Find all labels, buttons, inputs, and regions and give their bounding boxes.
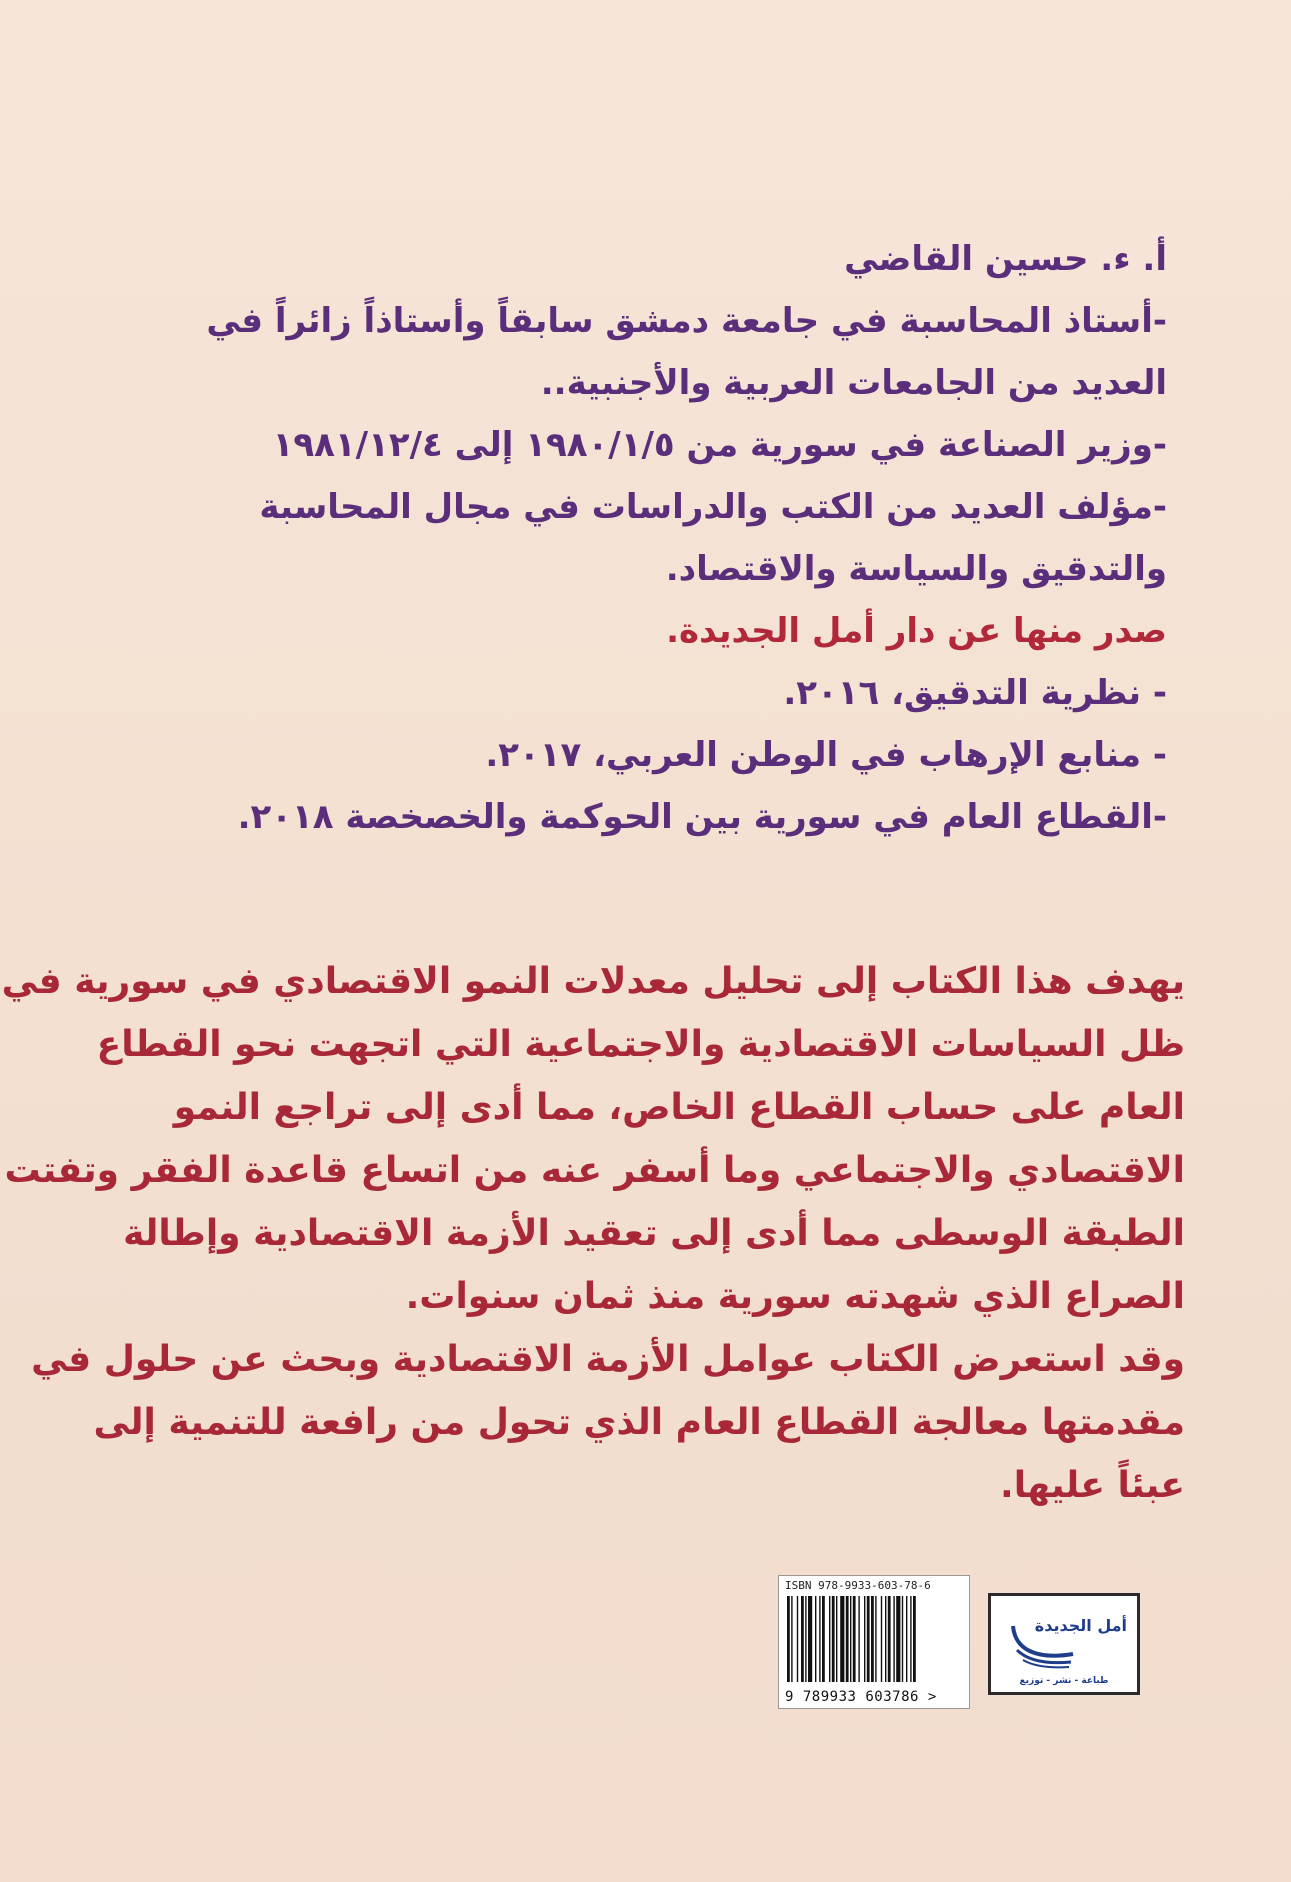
description-line: يهدف هذا الكتاب إلى تحليل معدلات النمو الاقتصادي في سورية في xyxy=(1,961,1185,1002)
publisher-name: أمل الجديدة xyxy=(1034,1616,1127,1635)
description-line: الاقتصادي والاجتماعي وما أسفر عنه من اتساع قاعدة الفقر وتفتت xyxy=(4,1150,1185,1191)
publications-heading: صدر منها عن دار أمل الجديدة. xyxy=(666,611,1167,651)
description-line: الصراع الذي شهدته سورية منذ ثمان سنوات. xyxy=(405,1276,1185,1317)
author-name: أ. ء. حسين القاضي xyxy=(844,239,1167,279)
description-line: العام على حساب القطاع الخاص، مما أدى إلى تراجع النمو xyxy=(173,1087,1185,1128)
book-description xyxy=(1,950,1185,1517)
bio-line: -وزير الصناعة في سورية من ١٩٨٠/١/٥ إلى ١٩٨١/١٢/٤ xyxy=(272,425,1167,465)
isbn-label: ISBN 978-9933-603-78-6 xyxy=(785,1579,931,1592)
barcode-icon xyxy=(785,1596,963,1684)
description-line: الطبقة الوسطى مما أدى إلى تعقيد الأزمة الاقتصادية وإطالة xyxy=(123,1213,1185,1254)
description-line: وقد استعرض الكتاب عوامل الأزمة الاقتصادية وبحث عن حلول في xyxy=(31,1339,1185,1380)
isbn-barcode xyxy=(778,1575,970,1709)
description-line: مقدمتها معالجة القطاع العام الذي تحول من رافعة للتنمية إلى xyxy=(93,1402,1185,1443)
bio-line: والتدقيق والسياسة والاقتصاد. xyxy=(665,549,1167,589)
bio-line: -مؤلف العديد من الكتب والدراسات في مجال المحاسبة xyxy=(259,487,1167,527)
publication-item: -القطاع العام في سورية بين الحوكمة والخصخصة ٢٠١٨. xyxy=(237,797,1167,837)
publisher-tagline: طباعة - نشر - توزيع xyxy=(1019,1676,1109,1686)
publisher-logo xyxy=(988,1593,1140,1695)
bio-line: -أستاذ المحاسبة في جامعة دمشق سابقاً وأستاذاً زائراً في xyxy=(206,301,1167,341)
author-bio xyxy=(167,228,1167,848)
publication-item: - منابع الإرهاب في الوطن العربي، ٢٠١٧. xyxy=(485,735,1167,775)
description-line: عبئاً عليها. xyxy=(1000,1465,1185,1506)
publication-item: - نظرية التدقيق، ٢٠١٦. xyxy=(783,673,1167,713)
description-line: ظل السياسات الاقتصادية والاجتماعية التي اتجهت نحو القطاع xyxy=(96,1024,1185,1065)
bio-line: العديد من الجامعات العربية والأجنبية.. xyxy=(540,363,1167,403)
barcode-digits: 9 789933 603786 > xyxy=(785,1689,937,1705)
